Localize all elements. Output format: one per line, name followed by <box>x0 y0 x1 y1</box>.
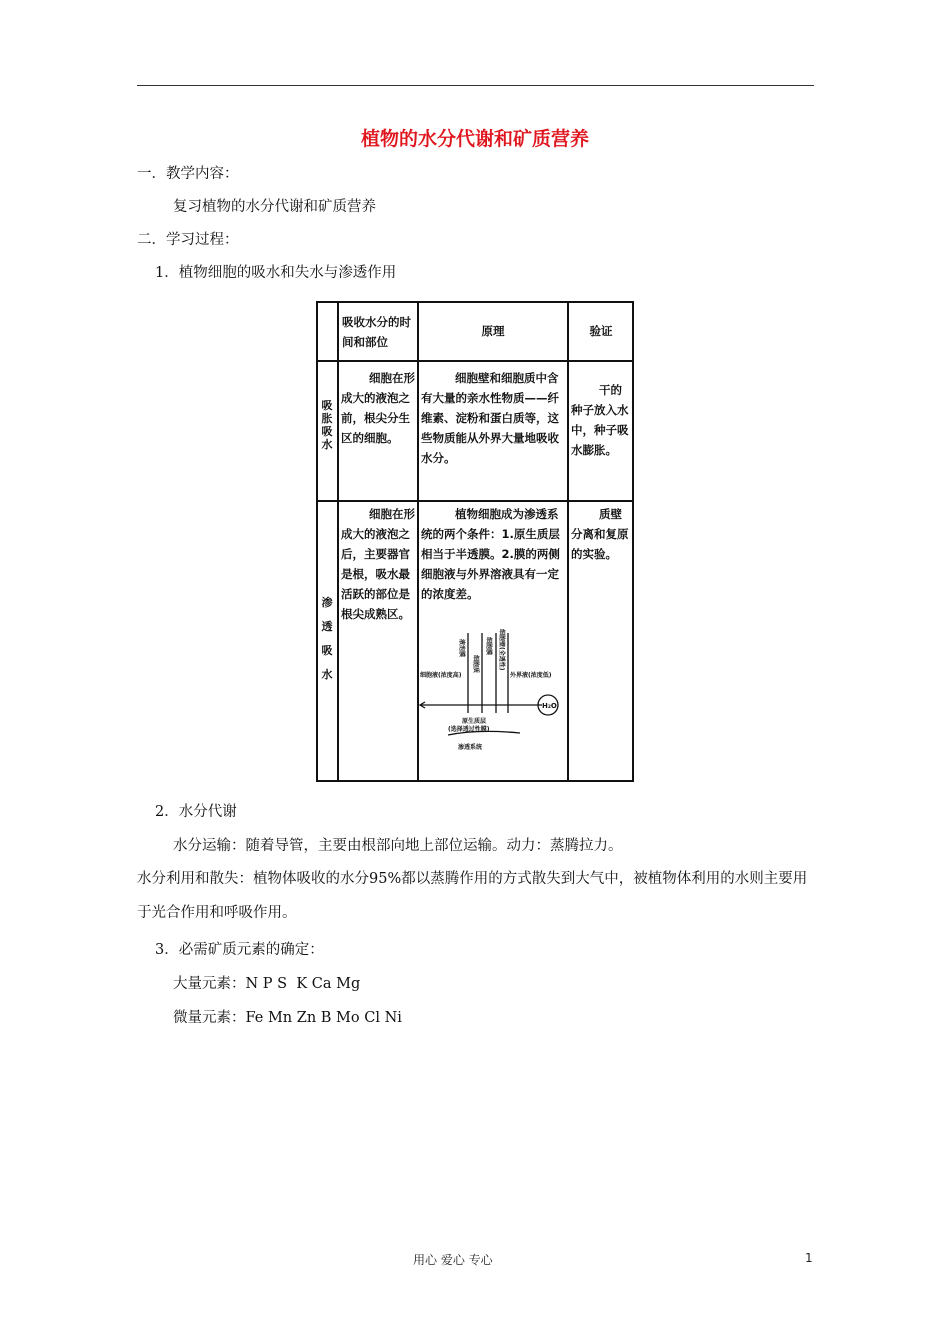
row1-principle: 细胞壁和细胞质中含有大量的亲水性物质——纤维素、淀粉和蛋白质等，这些物质能从外界大量地吸收水分。 <box>421 371 559 465</box>
page-number: 1 <box>805 1251 813 1265</box>
row2-label: 渗透吸水 <box>321 596 333 681</box>
header-time-location: 吸收水分的时间和部位 <box>342 315 411 349</box>
header-verification: 验证 <box>589 324 613 338</box>
diagram-label-water: H₂O <box>542 702 557 710</box>
diagram-label-selective-membrane: (选择透过性膜) <box>448 726 490 733</box>
diagram-label-cell-sap: 细胞液(浓度高) <box>420 672 462 679</box>
osmosis-system-diagram <box>418 625 566 755</box>
item3-heading: 3．必需矿质元素的确定： <box>155 942 324 958</box>
diagram-label-vacuole-membrane: 液泡膜 <box>458 639 465 658</box>
diagram-label-cell-wall: 细胞壁(全透性) <box>498 629 505 671</box>
section1-content: 复习植物的水分代谢和矿质营养 <box>173 199 376 215</box>
micro-elements: 微量元素：Fe Mn Zn B Mo Cl Ni <box>173 1010 402 1026</box>
footer-motto: 用心 爱心 专心 <box>413 1253 493 1267</box>
item1-heading: 1．植物细胞的吸水和失水与渗透作用 <box>155 265 397 281</box>
row2-time-location: 细胞在形成大的液泡之后，主要器官是根，吸水最活跃的部位是根尖成熟区。 <box>341 507 415 621</box>
diagram-label-cell-membrane: 细胞膜 <box>485 637 492 656</box>
diagram-label-osmotic-system: 渗透系统 <box>458 744 483 751</box>
header-rule <box>137 85 814 86</box>
row1-label: 吸胀吸水 <box>321 399 333 451</box>
row2-principle: 植物细胞成为渗透系统的两个条件：1.原生质层相当于半透膜。2.膜的两侧细胞液与外界溶液具有一定的浓度差。 <box>421 507 560 601</box>
table-hline <box>318 500 632 502</box>
table-vline <box>567 303 569 780</box>
table-vline <box>337 303 339 780</box>
row1-time-location: 细胞在形成大的液泡之前，根尖分生区的细胞。 <box>341 371 415 445</box>
table-hline <box>318 360 632 362</box>
diagram-label-protoplast-layer: 原生质层 <box>462 718 487 725</box>
row1-verification: 干的种子放入水中，种子吸水膨胀。 <box>571 383 629 457</box>
section2-heading: 二．学习过程： <box>137 232 239 248</box>
section1-heading: 一．教学内容： <box>137 166 239 182</box>
water-usage: 水分利用和散失：植物体吸收的水分95%都以蒸腾作用的方式散失到大气中，被植物体利用的水则主要用于光合作用和呼吸作用。 <box>137 871 808 921</box>
water-transport: 水分运输：随着导管，主要由根部向地上部位运输。动力：蒸腾拉力。 <box>173 838 623 854</box>
item2-heading: 2．水分代谢 <box>155 804 237 820</box>
row2-verification: 质壁分离和复原的实验。 <box>571 507 629 561</box>
page-title: 植物的水分代谢和矿质营养 <box>360 128 589 150</box>
macro-elements: 大量元素：N P S K Ca Mg <box>173 976 361 992</box>
diagram-label-external-solution: 外界液(浓度低) <box>510 672 552 679</box>
diagram-label-cytoplasm: 细胞质 <box>472 655 479 674</box>
header-principle: 原理 <box>481 324 505 338</box>
